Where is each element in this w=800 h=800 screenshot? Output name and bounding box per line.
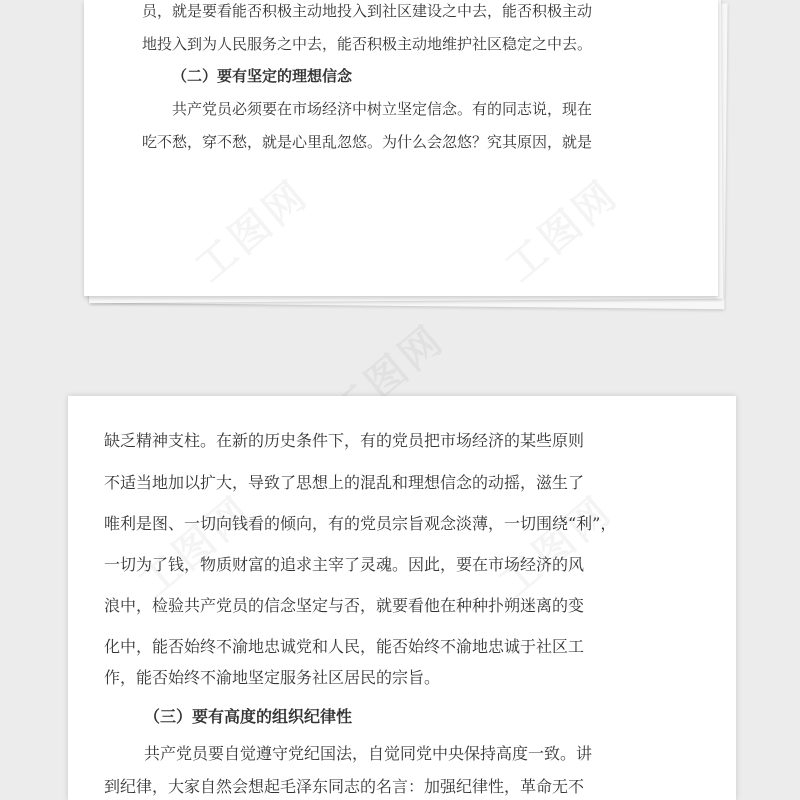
document-page-bottom	[68, 396, 736, 800]
paragraph-line: 地投入到为人民服务之中去，能否积极主动地维护社区稳定之中去。	[142, 35, 593, 53]
document-page-top	[84, 0, 718, 296]
paragraph-line: 到纪律，大家自然会想起毛泽东同志的名言：加强纪律性，革命无不	[104, 777, 585, 796]
watermark	[491, 164, 629, 293]
section-heading: （三）要有高度的组织纪律性	[144, 707, 353, 726]
paragraph-line: 共产党员必须要在市场经济中树立坚定信念。有的同志说，现在	[172, 100, 593, 118]
paragraph-line: 作，能否始终不渝地坚定服务社区居民的宗旨。	[104, 668, 441, 687]
paragraph-line: 缺乏精神支柱。在新的历史条件下，有的党员把市场经济的某些原则	[104, 431, 585, 450]
paragraph-line: 共产党员要自觉遵守党纪国法，自觉同党中央保持高度一致。讲	[144, 744, 593, 763]
paragraph-line: 浪中，检验共产党员的信念坚定与否，就要看他在种种扑朔迷离的变	[104, 596, 585, 615]
paragraph-line: 吃不愁，穿不愁，就是心里乱忽悠。为什么会忽悠？究其原因，就是	[142, 133, 593, 151]
section-heading: （二）要有坚定的理想信念	[172, 67, 353, 85]
watermark	[181, 164, 319, 293]
paragraph-line: 不适当地加以扩大，导致了思想上的混乱和理想信念的动摇，滋生了	[104, 473, 585, 492]
paragraph-line: 一切为了钱，物质财富的追求主宰了灵魂。因此，要在市场经济的风	[104, 555, 585, 574]
watermark	[485, 480, 623, 609]
watermark	[125, 480, 263, 609]
paragraph-line: 唯利是图、一切向钱看的倾向，有的党员宗旨观念淡薄，一切围绕“利”，	[104, 514, 617, 533]
paragraph-line: 员，就是要看能否积极主动地投入到社区建设之中去，能否积极主动	[142, 2, 593, 20]
paragraph-line: 化中，能否始终不渝地忠诚党和人民，能否始终不渝地忠诚于社区工	[104, 637, 585, 656]
